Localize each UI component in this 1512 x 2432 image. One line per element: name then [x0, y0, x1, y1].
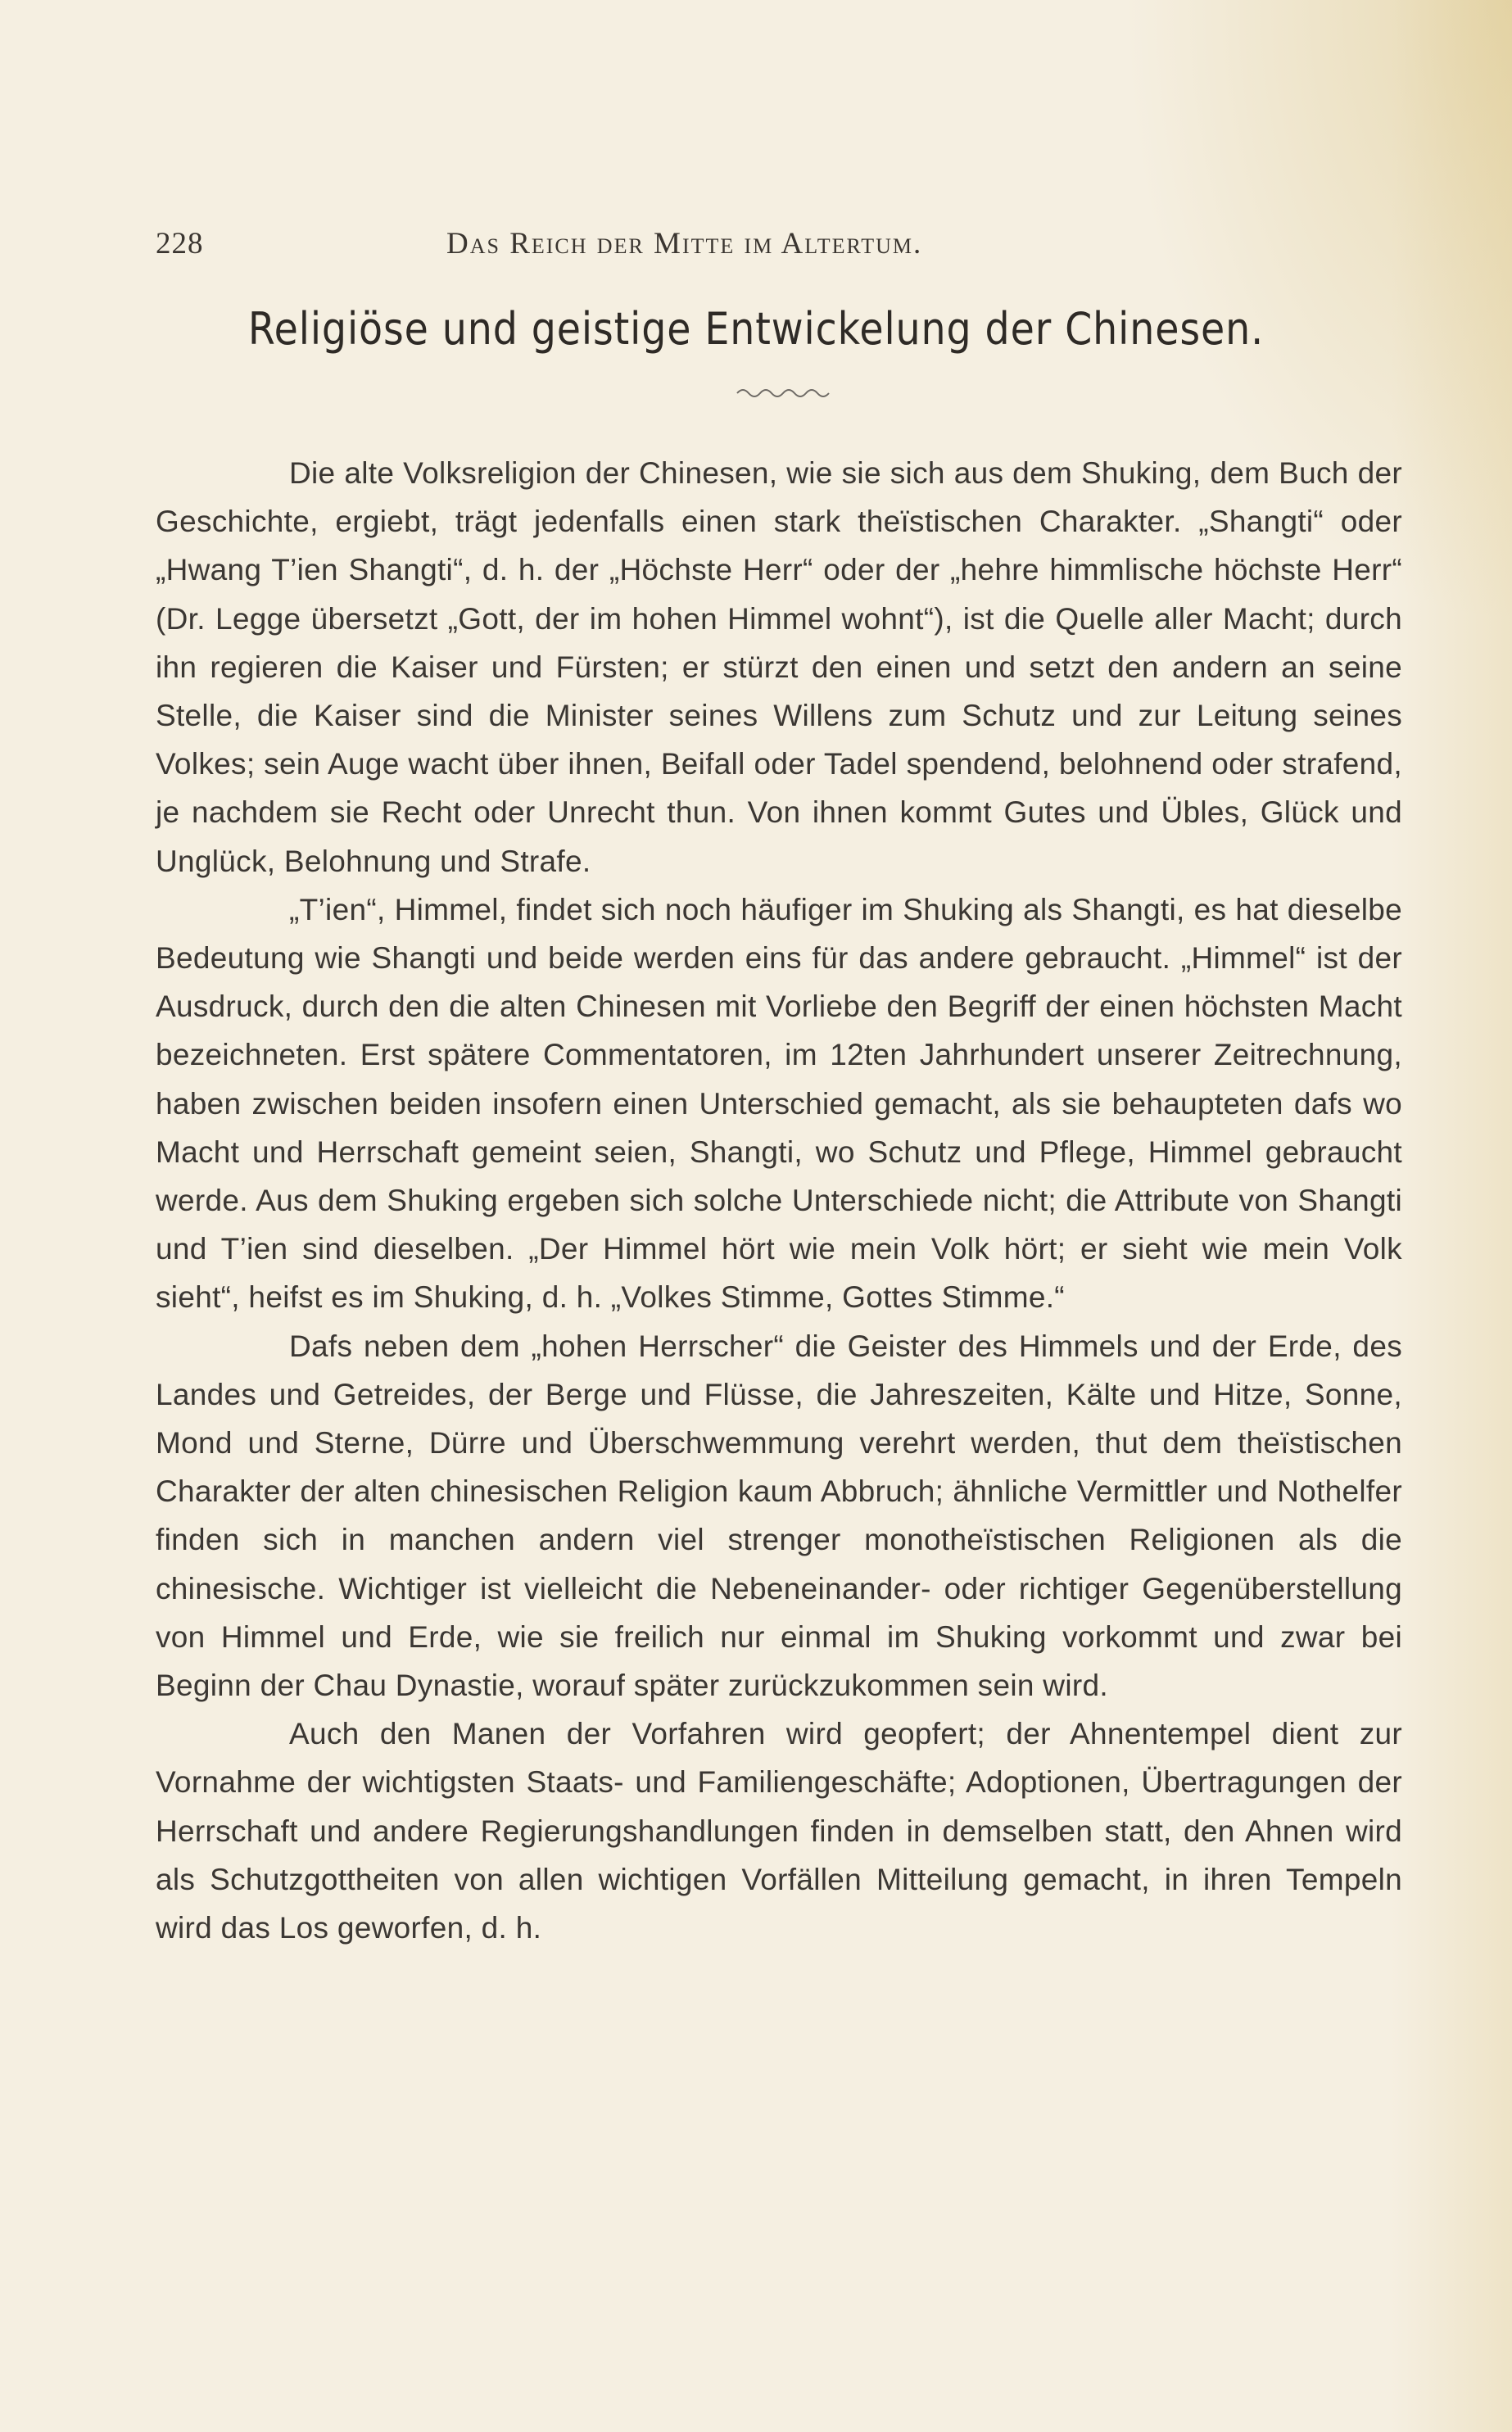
page-number: 228	[156, 227, 204, 260]
wave-ornament-icon	[736, 385, 834, 401]
paragraph: Dafs neben dem „hohen Herrscher“ die Geister des Himmels und der Erde, des Landes und Getreides, der Berge und Flüsse, die Jahreszeiten, Kälte und Hitze, Sonne, Mond und Sterne, Dürre und Überschwemmung verehrt werden, thut dem theïstischen Charakter der alten chinesischen Religion kaum Abbruch; ähnliche Vermittler und Nothelfer finden sich in manchen andern viel strenger monotheïstischen Religionen als die chinesische. Wichtiger ist vielleicht die Nebeneinander- oder richtiger Gegenüberstellung von Himmel und Erde, wie sie freilich nur einmal im Shuking vorkommt und zwar bei Beginn der Chau Dynastie, worauf später zurückzukommen sein wird.	[156, 1329, 1402, 1703]
chapter-title: Religiöse und geistige Entwickelung der Chinesen.	[247, 303, 1265, 355]
body-text	[156, 449, 1402, 1952]
paragraph: „T’ien“, Himmel, findet sich noch häufiger im Shuking als Shangti, es hat dieselbe Bedeutung wie Shangti und beide werden eins für das andere gebraucht. „Himmel“ ist der Ausdruck, durch den die alten Chinesen mit Vorliebe den Begriff der einen höchsten Macht bezeichneten. Erst spätere Commentatoren, im 12ten Jahrhundert unserer Zeitrechnung, haben zwischen beiden insofern einen Unterschied gemacht, als sie behaupteten dafs wo Macht und Herrschaft gemeint seien, Shangti, wo Schutz und Pflege, Himmel gebraucht werde. Aus dem Shuking ergeben sich solche Unterschiede nicht; die Attribute von Shangti und T’ien sind dieselben. „Der Himmel hört wie mein Volk hört; er sieht wie mein Volk sieht“, heifst es im Shuking, d. h. „Volkes Stimme, Gottes Stimme.“	[156, 892, 1402, 1315]
running-title: Das Reich der Mitte im Altertum.	[446, 227, 923, 260]
running-head	[156, 226, 1413, 267]
paragraph: Auch den Manen der Vorfahren wird geopfert; der Ahnentempel dient zur Vornahme der wichtigsten Staats- und Familiengeschäfte; Adoptionen, Übertragungen der Herrschaft und andere Regierungshandlungen finden in demselben statt, den Ahnen wird als Schutzgottheiten von allen wichtigen Vorfällen Mitteilung gemacht, in ihren Tempeln wird das Los geworfen, d. h.	[156, 1717, 1402, 1945]
paragraph: Die alte Volksreligion der Chinesen, wie sie sich aus dem Shuking, dem Buch der Geschichte, ergiebt, trägt jedenfalls einen stark theïstischen Charakter. „Shangti“ oder „Hwang T’ien Shangti“, d. h. der „Höchste Herr“ oder der „hehre himmlische höchste Herr“ (Dr. Legge übersetzt „Gott, der im hohen Himmel wohnt“), ist die Quelle aller Macht; durch ihn regieren die Kaiser und Fürsten; er stürzt den einen und setzt den andern an seine Stelle, die Kaiser sind die Minister seines Willens zum Schutz und zur Leitung seines Volkes; sein Auge wacht über ihnen, Beifall oder Tadel spendend, belohnend oder strafend, je nachdem sie Recht oder Unrecht thun. Von ihnen kommt Gutes und Übles, Glück und Unglück, Belohnung und Strafe.	[156, 456, 1402, 878]
